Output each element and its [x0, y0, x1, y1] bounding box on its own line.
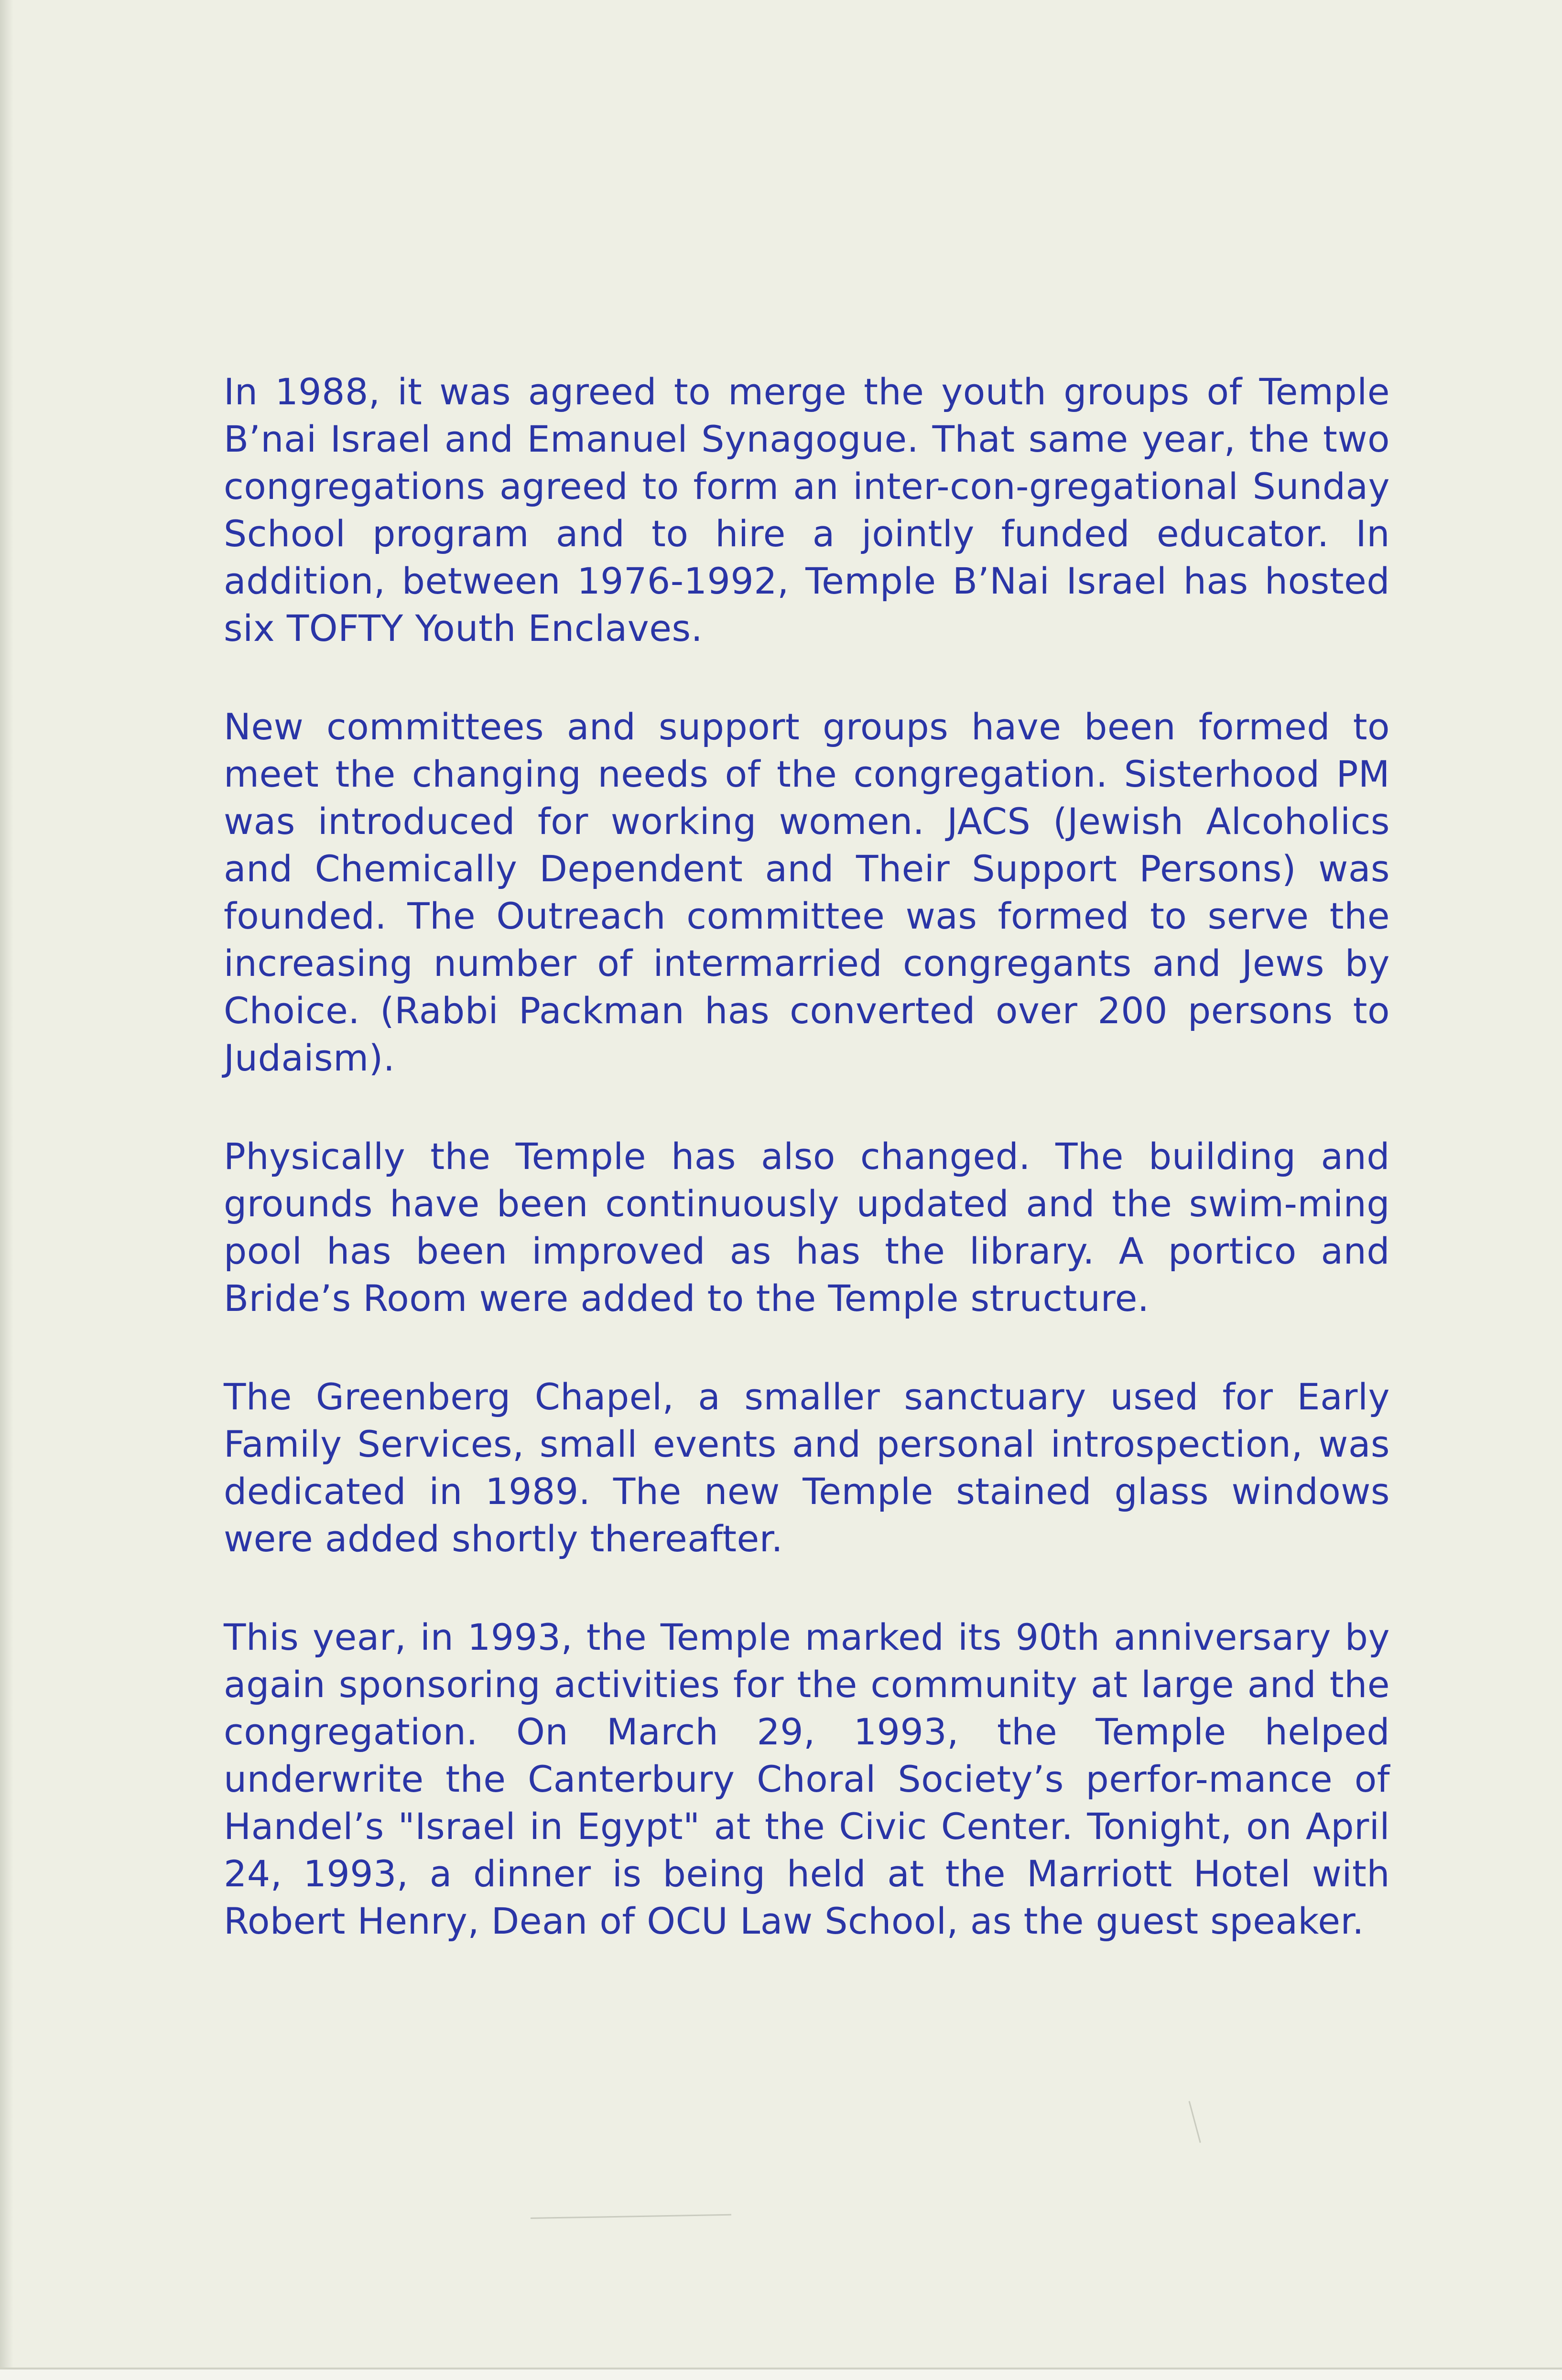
paper-scratch-mark — [1189, 2101, 1201, 2143]
paper-scratch-mark — [531, 2214, 731, 2219]
page-bottom-edge — [0, 2368, 1562, 2380]
paragraph-90th-anniversary: This year, in 1993, the Temple marked its 90th anniversary by again sponsoring activities for the community at large and the congregation. On March 29, 1993, the Temple helped underwrite the Canterbury Choral Society’s perfor-mance of Handel’s "Israel in Egypt" at the Civic Center. Tonight, on April 24, 1993, a dinner is being held at the Marriott Hotel with Robert Henry, Dean of OCU Law School, as the guest speaker. — [224, 1616, 1390, 1942]
paragraph-committees: New committees and support groups have been formed to meet the changing needs of the congregation. Sisterhood PM was introduced for working women. JACS (Jewish Alcoholics and Chemically Dependent and Their Support Persons) was founded. The Outreach committee was formed to serve the increasing number of intermarried congregants and Jews by Choice. (Rabbi Packman has converted over 200 persons to Judaism). — [224, 705, 1390, 1079]
body-text — [224, 368, 1390, 1945]
paragraph-physical-changes: Physically the Temple has also changed. The building and grounds have been continuously updated and the swim-ming pool has been improved as has the library. A portico and Bride’s Room were added to the Temple structure. — [224, 1135, 1390, 1320]
paragraph-youth-groups: In 1988, it was agreed to merge the youth groups of Temple B’nai Israel and Emanuel Synagogue. That same year, the two congregations agreed to form an inter-con-gregational Sunday School program and to hire a jointly funded educator. In addition, between 1976-1992, Temple B’Nai Israel has hosted six TOFTY Youth Enclaves. — [224, 370, 1390, 649]
paragraph-greenberg-chapel: The Greenberg Chapel, a smaller sanctuary used for Early Family Services, small events and personal introspection, was dedicated in 1989. The new Temple stained glass windows were added shortly thereafter. — [224, 1375, 1390, 1560]
page-left-edge — [0, 0, 13, 2380]
